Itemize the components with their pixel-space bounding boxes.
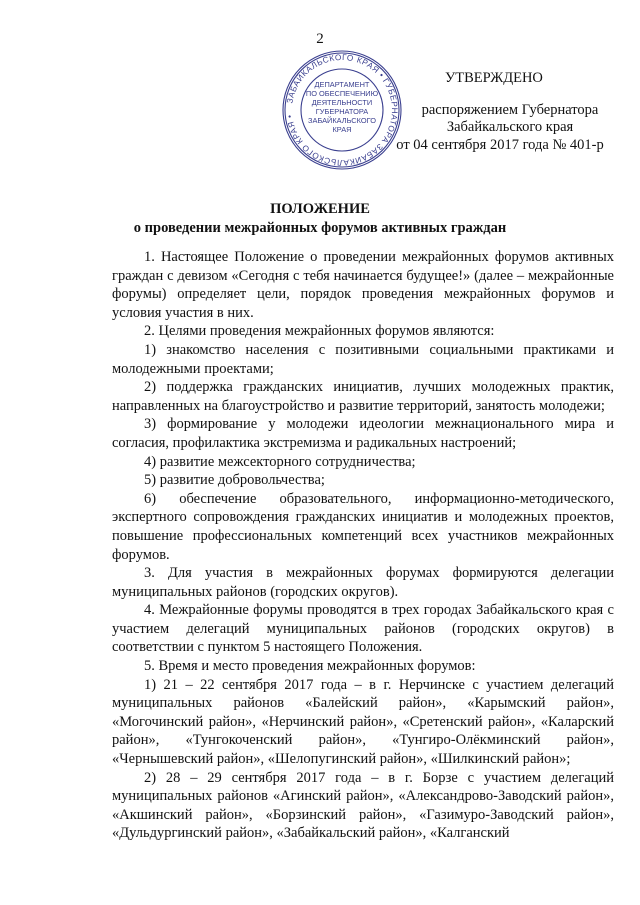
- paragraph: 4. Межрайонные форумы проводятся в трех городах Забайкальского края с участием делегаций муниципальных районов (городских округов) в соответствии с пунктом 5 настоящего Положения.: [112, 602, 614, 656]
- svg-text:ГУБЕРНАТОРА: ГУБЕРНАТОРА: [315, 107, 369, 116]
- page-number: 2: [316, 31, 324, 47]
- document-body: [112, 248, 614, 843]
- paragraph: 3. Для участия в межрайонных форумах формируются делегации муниципальных районов (городских округов).: [112, 565, 614, 600]
- approval-line-1: распоряжением Губернатора: [421, 102, 599, 118]
- document-title: [0, 200, 640, 238]
- approval-line-2: Забайкальского края: [446, 119, 574, 135]
- paragraph: 6) обеспечение образовательного, информационно-методического, экспертного сопровождения гражданских инициатив и молодежных проектов, повышение профессиональных компетенций всех участников межрайонных форумов.: [112, 490, 614, 563]
- paragraph: 3) формирование у молодежи идеологии межнационального мира и согласия, профилактика экстремизма и радикальных настроений;: [112, 416, 614, 451]
- paragraph: 5) развитие добровольчества;: [144, 472, 325, 489]
- paragraph: 2) 28 – 29 сентября 2017 года – в г. Борзе с участием делегаций муниципальных районов «Агинский район», «Александрово-Заводский район», «Акшинский район», «Борзинский район», «Газимуро-Заводский район», «Дульдургинский район», «Забайкальский район», «Калганский: [112, 769, 614, 842]
- paragraph: 1) 21 – 22 сентября 2017 года – в г. Нерчинске с участием делегаций муниципальных районов «Балейский район», «Карымский район», «Могочинский район», «Нерчинский район», «Сретенский район», «Каларский район», «Тунгокоченский район», «Тунгиро-Олёкминский район», «Чернышевский район», «Шелопугинский район», «Шилкинский район»;: [112, 676, 614, 768]
- approval-heading: УТВЕРЖДЕНО: [445, 70, 543, 86]
- title-subtitle: о проведении межрайонных форумов активных граждан: [133, 220, 507, 236]
- approval-line-3: от 04 сентября 2017 года № 401-р: [396, 137, 604, 153]
- svg-text:КРАЯ: КРАЯ: [332, 125, 352, 134]
- paragraph: 4) развитие межсекторного сотрудничества;: [144, 453, 416, 470]
- paragraph: 1) знакомство населения с позитивными социальными практиками и молодежными проектами;: [112, 341, 614, 377]
- paragraph: 2) поддержка гражданских инициатив, лучших молодежных практик, направленных на благоустройство и развитие территорий, занятость молодежи;: [112, 379, 614, 414]
- paragraph: 5. Время и место проведения межрайонных форумов:: [144, 658, 476, 675]
- svg-text:ЗАБАЙКАЛЬСКОГО КРАЯ • ГУБЕРНАТ: ЗАБАЙКАЛЬСКОГО КРАЯ • ГУБЕРНАТОРА ЗАБАЙКАЛЬСКОГО КРАЯ •: [285, 52, 400, 168]
- title-main: ПОЛОЖЕНИЕ: [270, 201, 370, 217]
- svg-text:ДЕПАРТАМЕНТ: ДЕПАРТАМЕНТ: [314, 80, 370, 89]
- svg-text:ПО ОБЕСПЕЧЕНИЮ: ПО ОБЕСПЕЧЕНИЮ: [305, 89, 379, 98]
- svg-text:ЗАБАЙКАЛЬСКОГО: ЗАБАЙКАЛЬСКОГО: [308, 116, 376, 125]
- svg-text:ДЕЯТЕЛЬНОСТИ: ДЕЯТЕЛЬНОСТИ: [311, 98, 373, 107]
- paragraph: 1. Настоящее Положение о проведении межрайонных форумов активных граждан с девизом «Сегодня с тебя начинается будущее!» (далее – межрайонные форумы) определяет цели, порядок проведения межрайонных форумов и условия участия в них.: [112, 249, 614, 321]
- paragraph: 2. Целями проведения межрайонных форумов являются:: [144, 323, 495, 340]
